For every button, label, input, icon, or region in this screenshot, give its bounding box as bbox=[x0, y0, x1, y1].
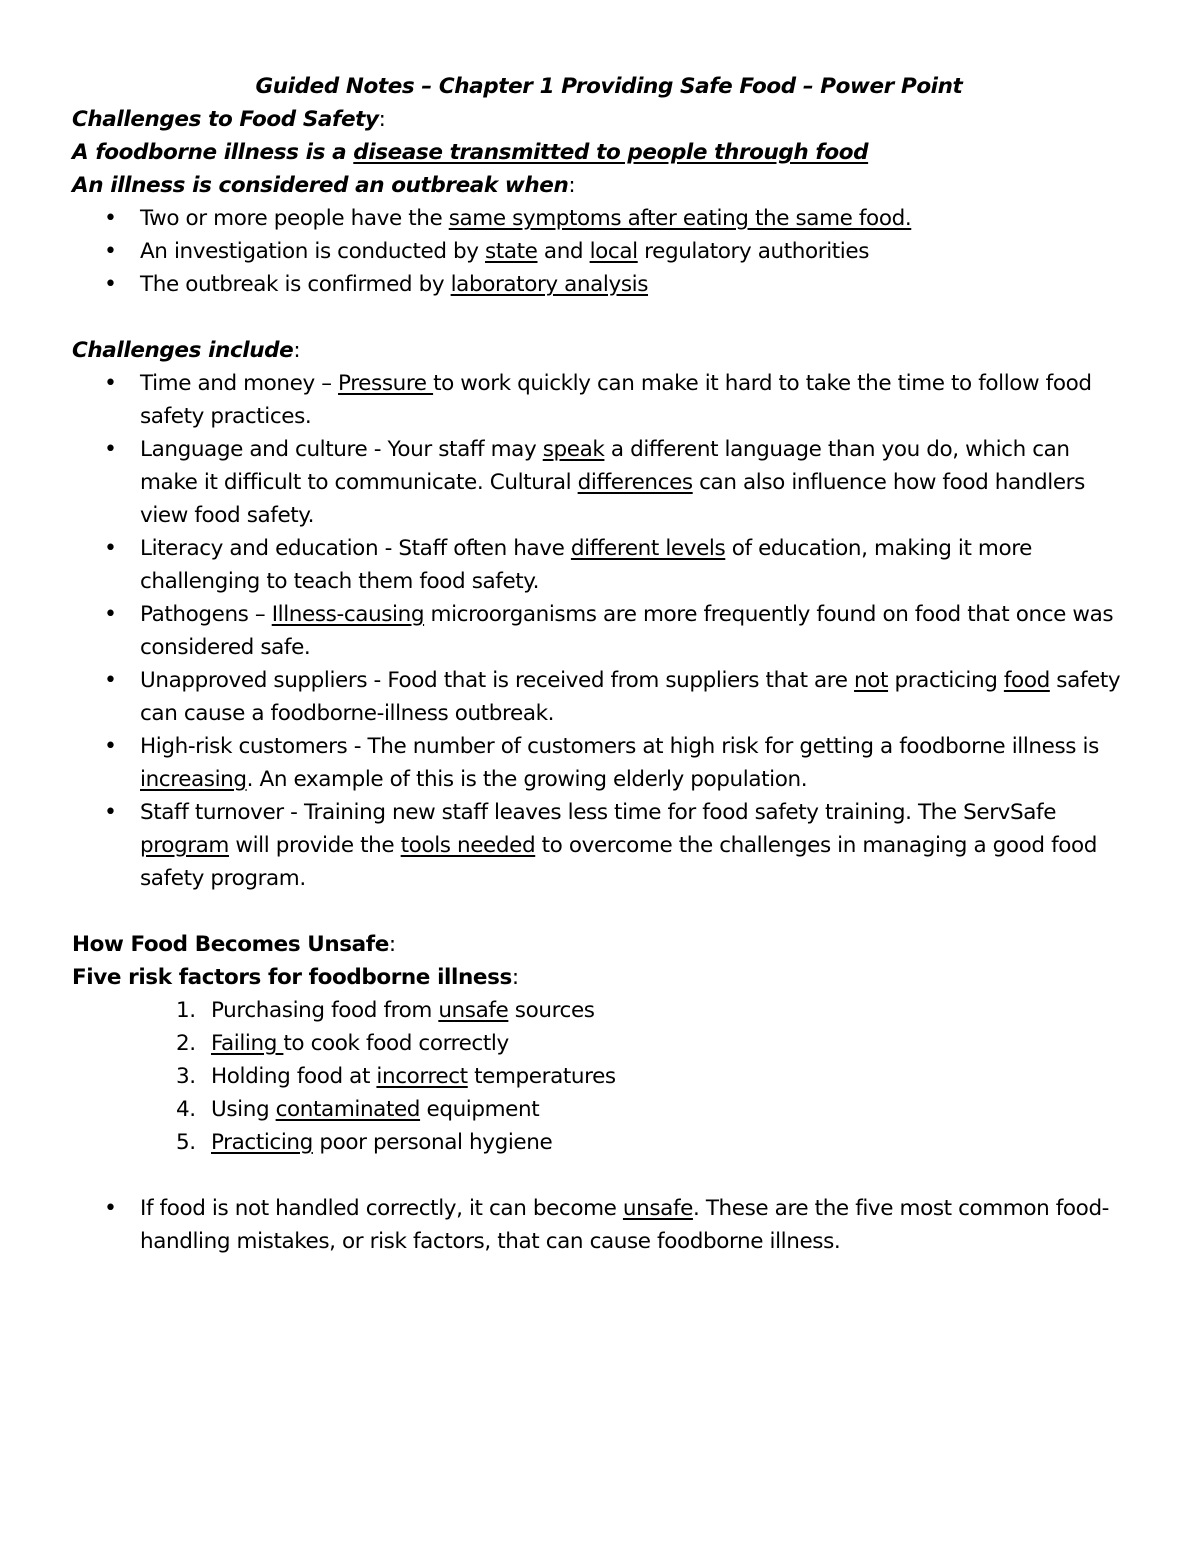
definition-prefix: A foodborne illness is a bbox=[72, 140, 354, 165]
blank-answer: differences bbox=[577, 470, 693, 495]
list-item bbox=[72, 1192, 1132, 1258]
item-text: Two or more people have the bbox=[140, 206, 449, 231]
list-item bbox=[72, 202, 1132, 235]
item-text: The outbreak is confirmed by bbox=[140, 272, 451, 297]
blank-answer: Practicing bbox=[211, 1130, 313, 1155]
document-page bbox=[72, 70, 1132, 1258]
summary-list bbox=[72, 1192, 1132, 1258]
blank-answer: state bbox=[485, 239, 538, 264]
item-text: and bbox=[537, 239, 590, 264]
list-item bbox=[72, 730, 1132, 796]
blank-answer: program bbox=[140, 833, 229, 858]
heading-colon: : bbox=[293, 338, 301, 363]
foodborne-illness-definition bbox=[72, 136, 1132, 169]
item-text: to overcome the challenges in managing a good food safety program. bbox=[140, 833, 1098, 891]
item-text: a different language than you do, which can make it difficult to communicate. Cultural bbox=[140, 437, 1070, 495]
blank-answer: speak bbox=[542, 437, 605, 462]
item-text: practicing bbox=[888, 668, 1004, 693]
blank-answer: Illness-causing bbox=[271, 602, 425, 627]
item-text: of education, making it more challenging to teach them food safety. bbox=[140, 536, 1033, 594]
item-text: to work quickly can make it hard to take the time to follow food safety practices. bbox=[140, 371, 1092, 429]
list-item bbox=[72, 268, 1132, 301]
heading-colon: : bbox=[378, 107, 386, 132]
blank-answer: same symptoms after eating the same food. bbox=[448, 206, 912, 231]
item-text: Purchasing food from bbox=[211, 998, 439, 1023]
item-text: sources bbox=[508, 998, 595, 1023]
item-text: Using bbox=[211, 1097, 276, 1122]
risk-factors-list bbox=[72, 994, 1132, 1159]
blank-answer: food bbox=[1003, 668, 1050, 693]
outbreak-heading-colon: : bbox=[568, 173, 576, 198]
blank-answer: laboratory analysis bbox=[450, 272, 649, 297]
list-item bbox=[72, 1126, 1132, 1159]
item-text: equipment bbox=[420, 1097, 540, 1122]
item-text: Holding food at bbox=[211, 1064, 377, 1089]
item-text: Time and money – bbox=[140, 371, 339, 396]
list-item bbox=[72, 796, 1132, 895]
section-heading-challenges-include bbox=[72, 334, 1132, 367]
risk-factors-heading bbox=[72, 961, 1132, 994]
item-number: 3. bbox=[176, 1064, 196, 1089]
outbreak-heading-text: An illness is considered an outbreak when bbox=[72, 173, 569, 198]
item-text: safety can cause a foodborne-illness outbreak. bbox=[140, 668, 1121, 726]
item-text: . An example of this is the growing elderly population. bbox=[246, 767, 808, 792]
list-item bbox=[72, 994, 1132, 1027]
blank-answer: different levels bbox=[570, 536, 726, 561]
list-item bbox=[72, 1093, 1132, 1126]
spacer bbox=[72, 301, 1132, 334]
spacer bbox=[72, 1159, 1132, 1192]
blank-answer: unsafe bbox=[438, 998, 509, 1023]
list-item bbox=[72, 1060, 1132, 1093]
blank-answer: not bbox=[854, 668, 889, 693]
item-text: High-risk customers - The number of customers at high risk for getting a foodborne illness is bbox=[140, 734, 1099, 759]
item-text: to cook food correctly bbox=[283, 1031, 509, 1056]
blank-answer: Pressure bbox=[338, 371, 434, 396]
list-item bbox=[72, 433, 1132, 532]
blank-answer: local bbox=[589, 239, 638, 264]
risk-heading-text: Five risk factors for foodborne illness bbox=[72, 965, 512, 990]
item-text: microorganisms are more frequently found on food that once was considered safe. bbox=[140, 602, 1114, 660]
blank-answer: tools needed bbox=[400, 833, 536, 858]
item-text: . These are the five most common food-handling mistakes, or risk factors, that can cause foodborne illness. bbox=[140, 1196, 1110, 1254]
list-item bbox=[72, 367, 1132, 433]
spacer bbox=[72, 895, 1132, 928]
item-text: If food is not handled correctly, it can become bbox=[140, 1196, 623, 1221]
page-title: Guided Notes – Chapter 1 Providing Safe Food – Power Point bbox=[255, 74, 963, 99]
item-text: Pathogens – bbox=[140, 602, 272, 627]
section-heading-challenges-to-food-safety bbox=[72, 103, 1132, 136]
challenges-list bbox=[72, 367, 1132, 895]
heading-text: How Food Becomes Unsafe bbox=[72, 932, 389, 957]
blank-answer: increasing bbox=[140, 767, 247, 792]
item-number: 4. bbox=[176, 1097, 196, 1122]
item-text: temperatures bbox=[467, 1064, 616, 1089]
list-item bbox=[72, 664, 1132, 730]
blank-answer: unsafe bbox=[622, 1196, 693, 1221]
list-item bbox=[72, 1027, 1132, 1060]
item-text: Literacy and education - Staff often have bbox=[140, 536, 571, 561]
list-item bbox=[72, 532, 1132, 598]
heading-colon: : bbox=[388, 932, 396, 957]
item-number: 5. bbox=[176, 1130, 196, 1155]
item-text: Unapproved suppliers - Food that is received from suppliers that are bbox=[140, 668, 855, 693]
section-heading-how-food-becomes-unsafe bbox=[72, 928, 1132, 961]
item-text: Staff turnover - Training new staff leaves less time for food safety training. The ServSafe bbox=[140, 800, 1057, 825]
item-text: regulatory authorities bbox=[637, 239, 870, 264]
list-item bbox=[72, 235, 1132, 268]
risk-heading-colon: : bbox=[511, 965, 519, 990]
blank-answer: contaminated bbox=[275, 1097, 421, 1122]
item-number: 1. bbox=[176, 998, 196, 1023]
list-item bbox=[72, 598, 1132, 664]
item-text: Language and culture - Your staff may bbox=[140, 437, 543, 462]
heading-text: Challenges include bbox=[72, 338, 294, 363]
item-text: An investigation is conducted by bbox=[140, 239, 486, 264]
item-text: poor personal hygiene bbox=[312, 1130, 553, 1155]
outbreak-criteria-list bbox=[72, 202, 1132, 301]
item-text: will provide the bbox=[228, 833, 401, 858]
definition-answer: disease transmitted to people through food bbox=[353, 140, 869, 165]
blank-answer: incorrect bbox=[376, 1064, 468, 1089]
outbreak-heading bbox=[72, 169, 1132, 202]
heading-text: Challenges to Food Safety bbox=[72, 107, 379, 132]
item-text: can also influence how food handlers view food safety. bbox=[140, 470, 1085, 528]
blank-answer: Failing bbox=[211, 1031, 284, 1056]
item-number: 2. bbox=[176, 1031, 196, 1056]
